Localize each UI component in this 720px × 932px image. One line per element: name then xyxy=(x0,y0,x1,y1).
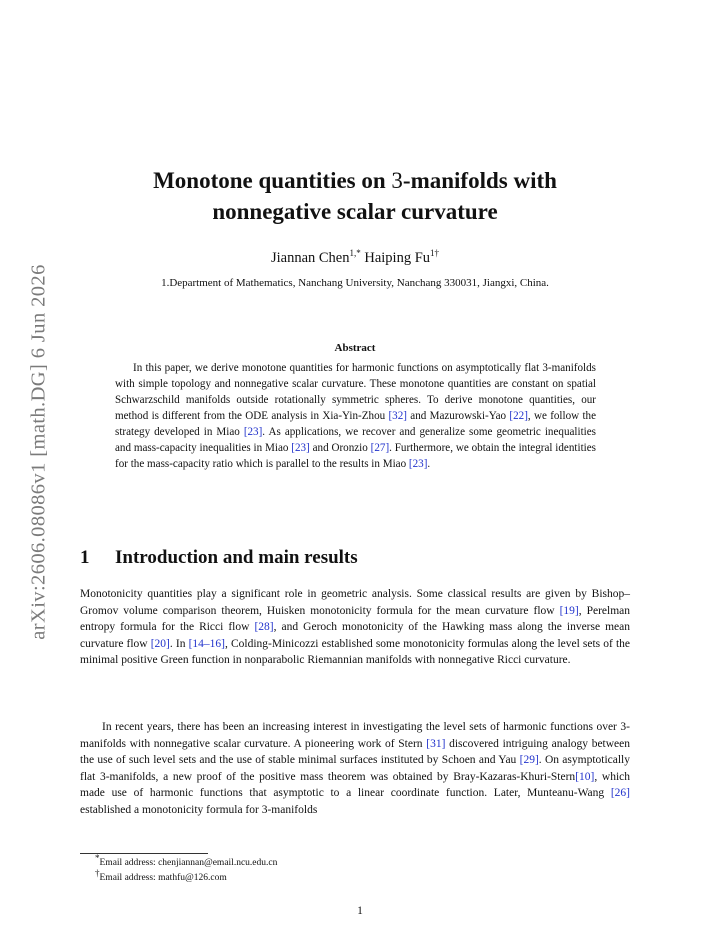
citation-link[interactable]: [31] xyxy=(426,737,446,750)
author-mark: 1,* xyxy=(349,248,361,259)
section-number: 1 xyxy=(80,547,90,568)
paragraph: In recent years, there has been an increasing interest in investigating the level sets of harmonic functions over 3-manifolds with nonnegative scalar curvature. A pioneering work of Stern [31] discovered intriguing analogy between the use of such level sets and the use of stable minimal surfaces instituted by Schoen and Yau [29]. On asymptotically flat 3-manifolds, a new proof of the positive mass theorem was obtained by Bray-Kazaras-Khuri-Stern[10], which made use of harmonic functions that asymptotic to a linear coordinate function. Later, Munteanu-Wang [26] established a monotonicity formula for 3-manifolds xyxy=(80,721,631,816)
citation-link[interactable]: [23] xyxy=(291,442,310,454)
paper-title xyxy=(80,165,630,227)
footnote: †Email address: mathfu@126.com xyxy=(95,868,227,884)
page-number: 1 xyxy=(357,905,363,917)
citation-link[interactable]: [19] xyxy=(559,604,579,617)
citation-link[interactable]: [23] xyxy=(408,458,428,470)
citation-link[interactable]: [29] xyxy=(519,754,539,767)
section-title: Introduction and main results xyxy=(115,547,358,568)
title-text: -manifolds with xyxy=(402,168,557,193)
section-heading xyxy=(80,547,358,569)
authors xyxy=(80,250,630,267)
citation-link[interactable]: [20] xyxy=(150,637,170,650)
title-line2: nonnegative scalar curvature xyxy=(212,199,498,224)
abstract-text: In this paper, we derive monotone quantities for harmonic functions on asymptotically flat 3-manifolds with simple topology and nonnegative scalar curvature. These monotone quantities are constant on spatial Schwarzschild manifolds outside rotationally symmetric spheres. To derive monotone quantities, our method is different from the ODE analysis in Xia-Yin-Zhou [32] and Mazurowski-Yao [22], we follow the strategy developed in Miao [23]. As applications, we recover and generalize some geometric inequalities and mass-capacity inequalities in Miao [23] and Oronzio [27]. Furthermore, we obtain the integral identities for the mass-capacity ratio which is parallel to the results in Miao [23]. xyxy=(115,362,597,470)
abstract-heading: Abstract xyxy=(334,342,376,354)
citation-link[interactable]: [10] xyxy=(575,770,595,783)
citation-link[interactable]: [27] xyxy=(370,442,390,454)
citation-link[interactable]: [28] xyxy=(254,621,274,634)
citation-link[interactable]: [14–16] xyxy=(188,637,225,650)
citation-link[interactable]: [32] xyxy=(388,410,407,422)
footnote: *Email address: chenjiannan@email.ncu.edu.cn xyxy=(95,853,278,869)
author-name: Jiannan Chen xyxy=(270,250,350,266)
arxiv-id: arXiv:2606.08086v1 [math.DG] 6 Jun 2026 xyxy=(27,264,50,640)
citation-link[interactable]: [23] xyxy=(243,426,263,438)
citation-link[interactable]: [26] xyxy=(610,787,630,800)
author-mark: 1† xyxy=(430,248,440,259)
author-name: Haiping Fu xyxy=(360,250,431,266)
citation-link[interactable]: [22] xyxy=(509,410,528,422)
title-math: 3 xyxy=(391,168,403,193)
arxiv-stamp xyxy=(20,252,58,652)
paragraph: Monotonicity quantities play a significant role in geometric analysis. Some classical results are given by Bishop–Gromov volume comparison theorem, Huisken monotonicity formula for the mean curvature flow [19], Perelman entropy formula for the Ricci flow [28], and Geroch monotonicity of the Hawking mass along the inverse mean curvature flow [20]. In [14–16], Colding-Minicozzi established some monotonicity formulas along the level sets of the minimal positive Green function in nonparabolic Riemannian manifolds with nonnegative Ricci curvature. xyxy=(80,588,631,667)
affiliation: 1.Department of Mathematics, Nanchang University, Nanchang 330031, Jiangxi, China. xyxy=(161,277,549,289)
title-text: Monotone quantities on xyxy=(153,168,392,193)
